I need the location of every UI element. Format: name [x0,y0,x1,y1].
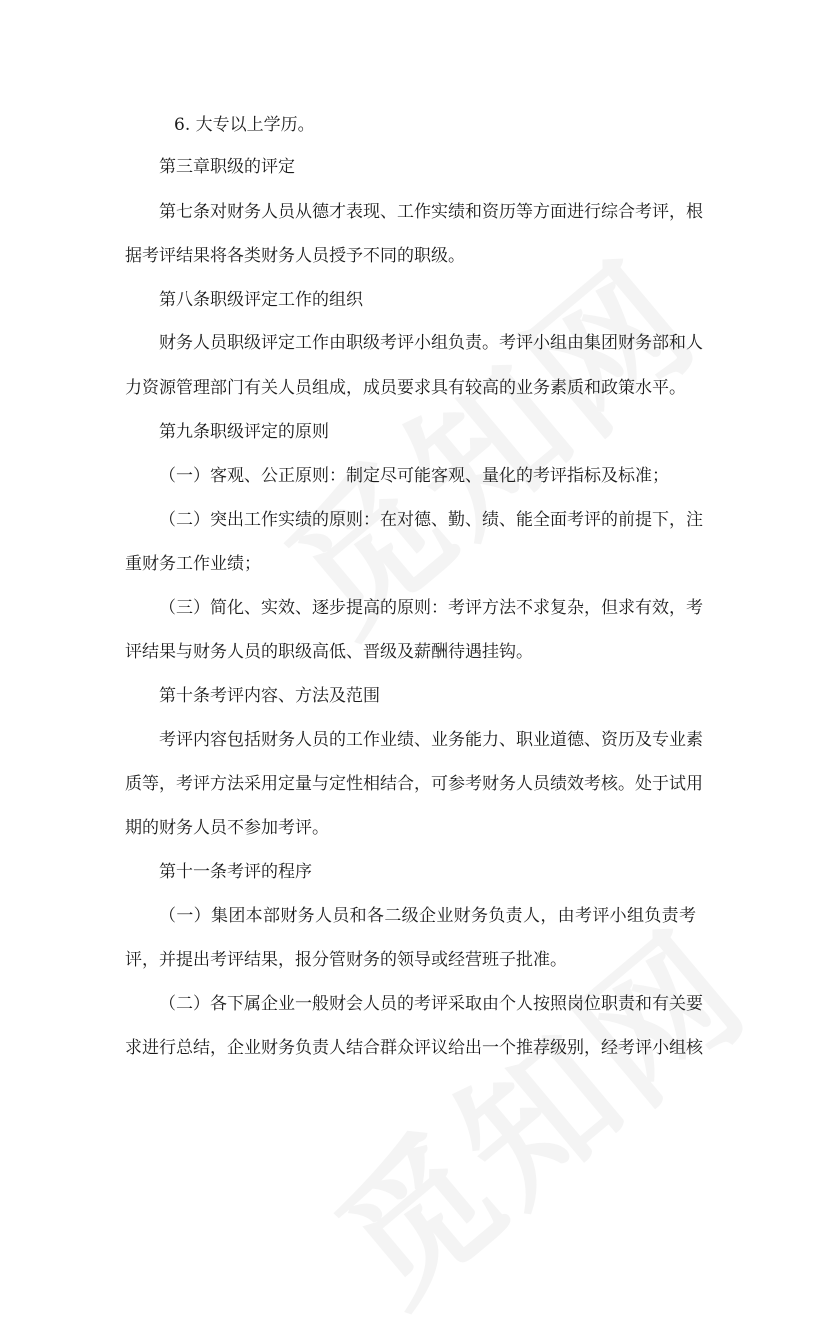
chapter-heading: 第三章职级的评定 [159,157,295,177]
paragraph-line: 第七条对财务人员从德才表现、工作实绩和资历等方面进行综合考评，根 [159,202,703,222]
paragraph-line: 据考评结果将各类财务人员授予不同的职级。 [125,246,465,266]
watermark [285,875,782,1341]
article-heading: 第八条职级评定工作的组织 [159,290,363,310]
paragraph-line: 6. 大专以上学历。 [174,115,315,135]
article-heading: 第十条考评内容、方法及范围 [159,686,380,706]
paragraph-line: 质等，考评方法采用定量与定性相结合，可参考财务人员绩效考核。处于试用 [125,774,703,794]
paragraph-line: （一）集团本部财务人员和各二级企业财务负责人，由考评小组负责考 [159,906,696,926]
paragraph-line: 财务人员职级评定工作由职级考评小组负责。考评小组由集团财务部和人 [159,333,703,353]
paragraph-line: 期的财务人员不参加考评。 [125,818,329,838]
paragraph-line: 评结果与财务人员的职级高低、晋级及薪酬待遇挂钩。 [125,642,533,662]
paragraph-line: 求进行总结，企业财务负责人结合群众评议给出一个推荐级别，经考评小组核 [125,1038,703,1058]
paragraph-line: 重财务工作业绩； [125,554,261,574]
paragraph-line: 评，并提出考评结果，报分管财务的领导或经营班子批准。 [125,950,567,970]
paragraph-line: （二）突出工作实绩的原则：在对德、勤、绩、能全面考评的前提下，注 [159,510,703,530]
paragraph-line: （二）各下属企业一般财会人员的考评采取由个人按照岗位职责和有关要 [159,994,703,1014]
paragraph-line: （三）简化、实效、逐步提高的原则：考评方法不求复杂，但求有效，考 [159,598,703,618]
article-heading: 第九条职级评定的原则 [159,422,329,442]
paragraph-line: （一）客观、公正原则：制定尽可能客观、量化的考评指标及标准； [159,466,669,486]
paragraph-line: 力资源管理部门有关人员组成，成员要求具有较高的业务素质和政策水平。 [125,378,686,398]
paragraph-line: 考评内容包括财务人员的工作业绩、业务能力、职业道德、资历及专业素 [159,730,703,750]
article-heading: 第十一条考评的程序 [159,862,312,882]
